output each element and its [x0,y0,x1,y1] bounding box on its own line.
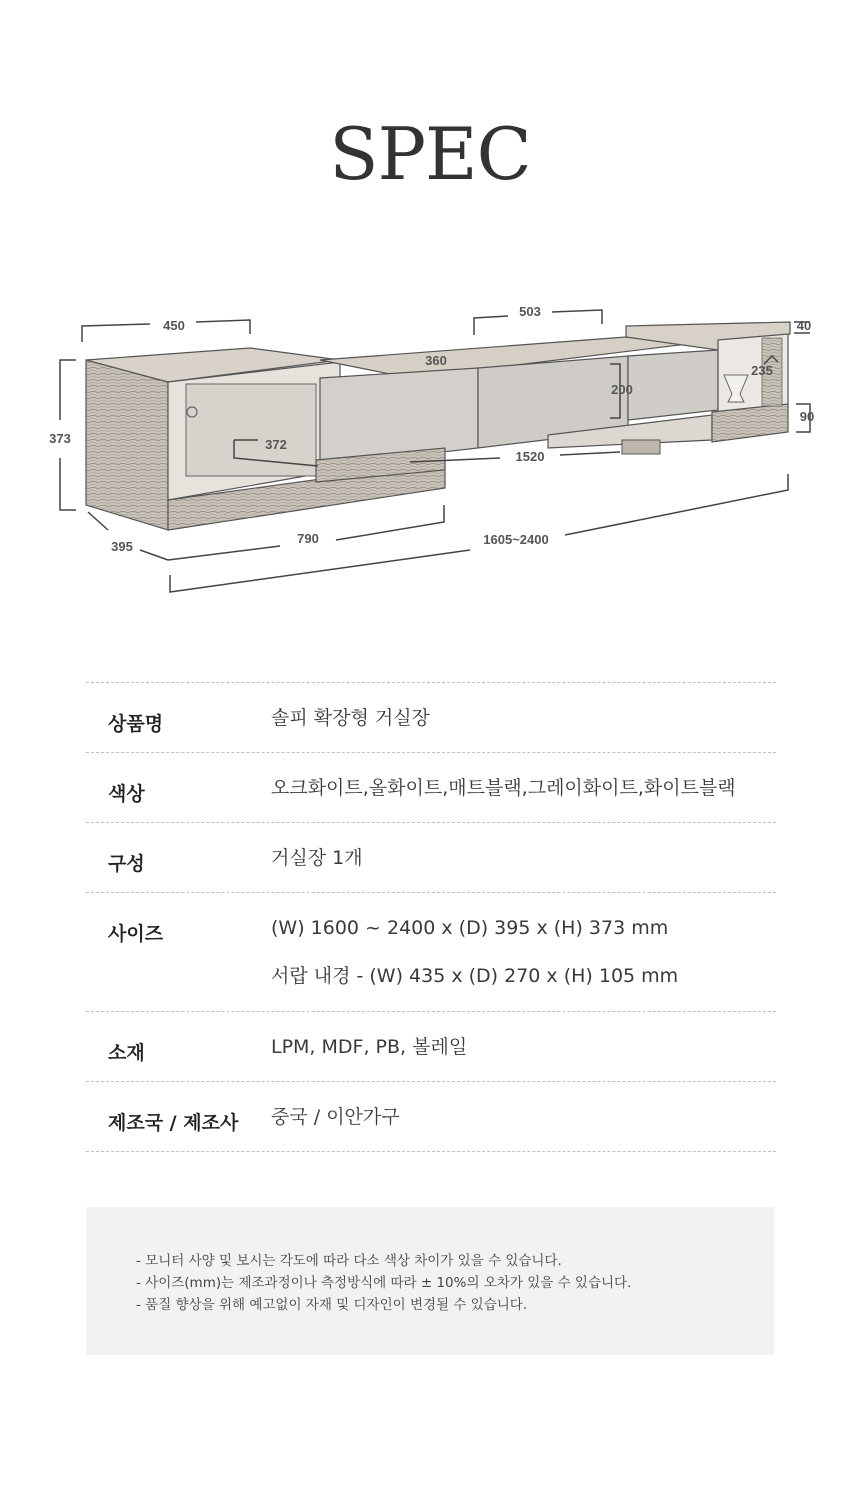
spec-value: LPM, MDF, PB, 볼레일 [271,1036,468,1058]
notice-item: - 사이즈(mm)는 제조과정이나 측정방식에 따라 ± 10%의 오차가 있을 수 있습니다. [136,1275,632,1291]
spec-value: 오크화이트,올화이트,매트블랙,그레이화이트,화이트블랙 [271,777,736,799]
dim-total-width: 1605~2400 [483,532,549,547]
dim-right-shelf-height: 235 [751,363,773,378]
spec-row-product-name [86,682,776,752]
spec-label: 상품명 [108,713,164,735]
spec-row-color [86,752,776,822]
dim-right-base-height: 90 [799,409,815,424]
notice-box [86,1207,774,1355]
spec-label: 색상 [108,783,145,805]
product-dimension-drawing [0,290,860,620]
spec-value: (W) 1600 ~ 2400 x (D) 395 x (H) 373 mm [271,917,669,939]
dim-side-depth: 395 [111,539,133,554]
dim-center-width: 360 [425,353,447,368]
dim-top-left-width: 450 [163,318,185,333]
spec-label: 구성 [108,853,145,875]
spec-value: 중국 / 이안가구 [271,1106,400,1128]
dim-left-height: 373 [49,431,71,446]
spec-row-material [86,1011,776,1081]
dim-base-width: 1520 [515,449,545,464]
dim-shelf-height: 200 [611,382,633,397]
spec-label: 제조국 / 제조사 [108,1112,239,1134]
spec-table [86,682,776,1152]
spec-label: 소재 [108,1042,145,1064]
notice-item: - 품질 향상을 위해 예고없이 자재 및 디자인이 변경될 수 있습니다. [136,1297,528,1313]
notice-item: - 모니터 사양 및 보시는 각도에 따라 다소 색상 차이가 있을 수 있습니다. [136,1253,562,1269]
page-title: SPEC [329,112,531,196]
spec-label: 사이즈 [108,923,164,945]
dim-drawer-depth: 372 [265,437,287,452]
dim-top-middle-width: 503 [519,304,541,319]
spec-row-manufacturer [86,1081,776,1152]
spec-value: 솔피 확장형 거실장 [271,707,430,729]
dim-top-right-depth: 40 [796,318,812,333]
spec-value-drawer: 서랍 내경 - (W) 435 x (D) 270 x (H) 105 mm [271,965,679,987]
spec-row-composition [86,822,776,892]
dim-front-width: 790 [297,531,319,546]
spec-row-size [86,892,776,1011]
spec-value: 거실장 1개 [271,847,363,869]
